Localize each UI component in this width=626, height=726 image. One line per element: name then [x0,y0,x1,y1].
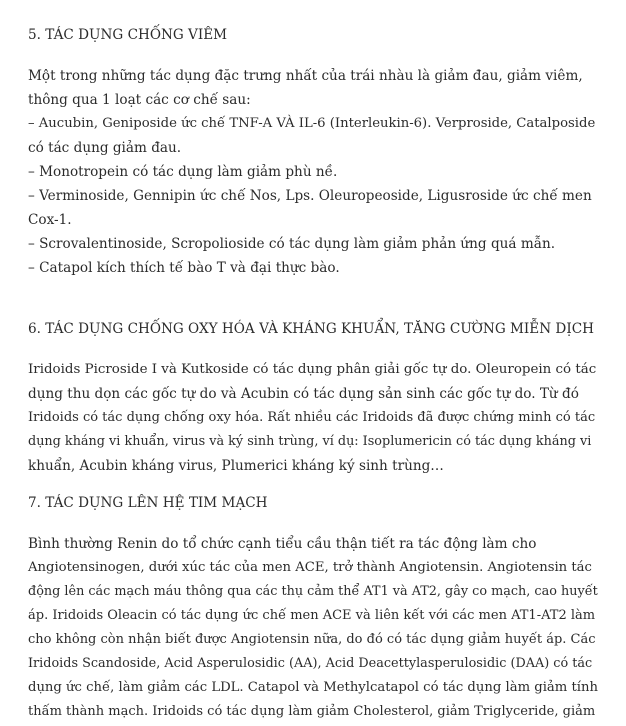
text-line: thấm thành mạch. Iridoids có tác dụng làm giảm Cholesterol, giảm Triglyceride, giảm [28,704,596,719]
text-line: – Aucubin, Geniposide ức chế TNF-A VÀ IL-6 (Interleukin-6). Verproside, Catalposide [28,116,596,131]
text-line: Cox-1. [28,212,72,228]
text-line: cho không còn nhận biết được Angiotensin nữa, do đó có tác dụng giảm huyết áp. Các [28,632,596,647]
text-line: – Catapol kích thích tế bào T và đại thực bào. [28,260,340,276]
section-heading: 6. TÁC DỤNG CHỐNG OXY HÓA VÀ KHÁNG KHUẨN, TĂNG CƯỜNG MIỄN DỊCH [28,321,594,337]
section-anti-inflammatory [28,24,598,280]
text-line: khuẩn, Acubin kháng virus, Plumerici kháng ký sinh trùng… [28,458,444,474]
section-heading: 7. TÁC DỤNG LÊN HỆ TIM MẠCH [28,495,268,511]
section-paragraph [28,358,598,478]
text-line: áp. Iridoids Oleacin có tác dụng ức chế men ACE và liên kết với các men AT1-AT2 làm [28,608,596,623]
text-line: dụng ức chế, làm giảm các LDL. Catapol và Methylcatapol có tác dụng làm giảm tính [28,680,598,695]
section-heading: 5. TÁC DỤNG CHỐNG VIÊM [28,27,228,43]
text-line: Iridoids Scandoside, Acid Asperulosidic (AA), Acid Deacettylasperulosidic (DAA) có tác [28,656,593,671]
text-line: dụng kháng vi khuẩn, virus và ký sinh trùng, ví dụ: Isoplumericin có tác dụng kháng vi [28,434,592,449]
text-line: động lên các mạch máu thông qua các thụ cảm thể AT1 và AT2, gây co mạch, cao huyết [28,584,598,599]
text-line: thông qua 1 loạt các cơ chế sau: [28,92,251,108]
text-line: – Verminoside, Gennipin ức chế Nos, Lps. Oleuropeoside, Ligusroside ức chế men [28,188,592,204]
text-line: Iridoids Picroside I và Kutkoside có tác dụng phân giải gốc tự do. Oleuropein có tác [28,362,597,377]
text-line: có tác dụng giảm đau. [28,140,182,156]
text-line: Một trong những tác dụng đặc trưng nhất của trái nhàu là giảm đau, giảm viêm, [28,68,583,84]
text-line: Iridoids có tác dụng chống oxy hóa. Rất nhiều các Iridoids đã được chứng minh có tác [28,410,596,425]
article-body [28,24,598,724]
text-line: dụng thu dọn các gốc tự do và Acubin có tác dụng sản sinh các gốc tự do. Từ đó [28,386,579,402]
text-line: – Scrovalentinoside, Scropolioside có tác dụng làm giảm phản ứng quá mẫn. [28,236,556,252]
section-antioxidant [28,318,598,478]
text-line: – Monotropein có tác dụng làm giảm phù nề. [28,164,338,180]
section-paragraph [28,64,598,280]
section-paragraph [28,532,598,724]
text-line: Bình thường Renin do tổ chức cạnh tiểu cầu thận tiết ra tác động làm cho [28,536,537,552]
text-line: Angiotensinogen, dưới xúc tác của men ACE, trở thành Angiotensin. Angiotensin tác [28,560,592,575]
section-cardiovascular [28,492,598,724]
